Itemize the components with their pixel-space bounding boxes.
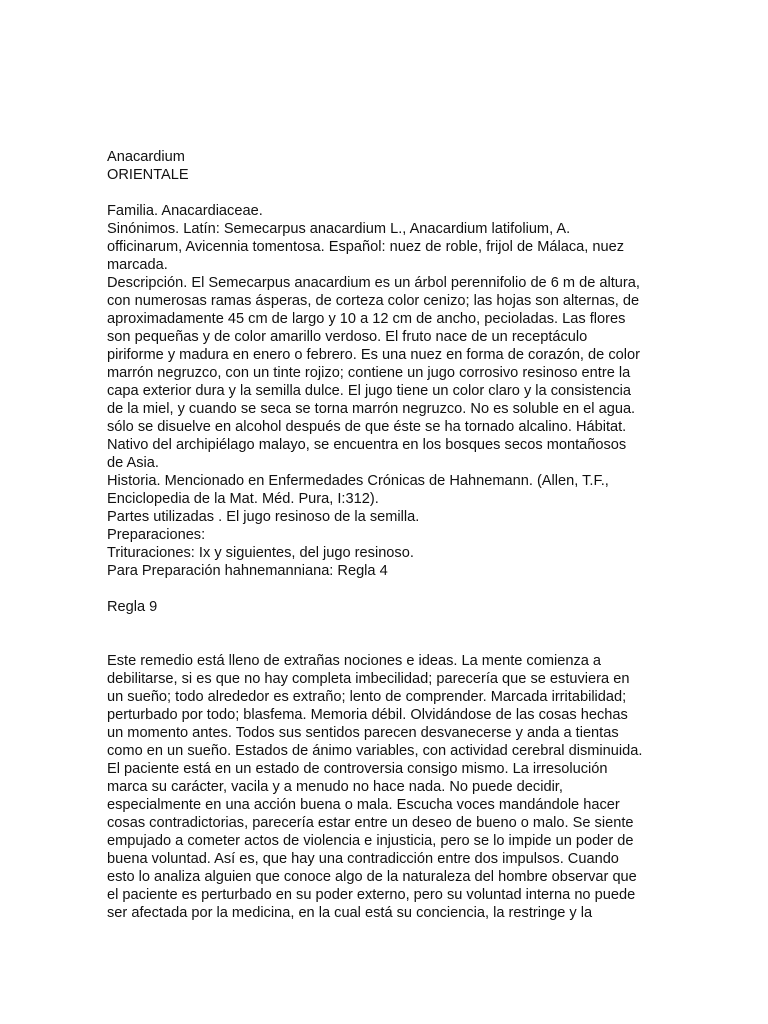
text-line: marcada. <box>107 257 168 273</box>
text-line: un momento antes. Todos sus sentidos parecen desvanecerse y anda a tientas <box>107 725 619 741</box>
text-line: marca su carácter, vacila y a menudo no hace nada. No puede decidir, <box>107 779 563 795</box>
text-line: Para Preparación hahnemanniana: Regla 4 <box>107 563 388 579</box>
document-page <box>107 148 667 922</box>
text-line: Preparaciones: <box>107 527 206 543</box>
text-line: Trituraciones: Ix y siguientes, del jugo resinoso. <box>107 545 414 561</box>
title-line-1: Anacardium <box>107 149 185 165</box>
text-line: con numerosas ramas ásperas, de corteza color cenizo; las hojas son alternas, de <box>107 293 640 309</box>
regla-heading: Regla 9 <box>107 599 158 615</box>
text-line: Descripción. El Semecarpus anacardium es un árbol perennifolio de 6 m de altura, <box>107 275 640 291</box>
text-line: debilitarse, si es que no hay completa imbecilidad; parecería que se estuviera en <box>107 671 630 687</box>
text-line: Este remedio está lleno de extrañas nociones e ideas. La mente comienza a <box>107 653 602 669</box>
text-line: como en un sueño. Estados de ánimo variables, con actividad cerebral disminuida. <box>107 743 643 759</box>
text-line: Enciclopedia de la Mat. Méd. Pura, I:312). <box>107 491 379 507</box>
text-line: piriforme y madura en enero o febrero. Es una nuez en forma de corazón, de color <box>107 347 640 363</box>
text-line: Historia. Mencionado en Enfermedades Crónicas de Hahnemann. (Allen, T.F., <box>107 473 609 489</box>
text-line: ser afectada por la medicina, en la cual está su conciencia, la restringe y la <box>107 905 593 921</box>
text-line: buena voluntad. Así es, que hay una contradicción entre dos impulsos. Cuando <box>107 851 619 867</box>
text-line: perturbado por todo; blasfema. Memoria débil. Olvidándose de las cosas hechas <box>107 707 628 723</box>
text-line: capa exterior dura y la semilla dulce. El jugo tiene un color claro y la consistencia <box>107 383 632 399</box>
text-line: sólo se disuelve en alcohol después de que éste se ha tornado alcalino. Hábitat. <box>107 419 627 435</box>
text-line: especialmente en una acción buena o mala. Escucha voces mandándole hacer <box>107 797 620 813</box>
title-line-2: ORIENTALE <box>107 167 189 183</box>
text-line: de Asia. <box>107 455 159 471</box>
spacer <box>107 616 667 652</box>
monograph-details <box>107 202 667 580</box>
text-line: el paciente es perturbado en su poder externo, pero su voluntad interna no puede <box>107 887 636 903</box>
text-line: aproximadamente 45 cm de largo y 10 a 12 cm de ancho, pecioladas. Las flores <box>107 311 626 327</box>
text-line: de la miel, y cuando se seca se torna marrón negruzco. No es soluble en el agua. <box>107 401 636 417</box>
spacer <box>107 580 667 598</box>
text-line: son pequeñas y de color amarillo verdoso. El fruto nace de un receptáculo <box>107 329 588 345</box>
text-line: esto lo analiza alguien que conoce algo de la naturaleza del hombre observar que <box>107 869 637 885</box>
text-line: Familia. Anacardiaceae. <box>107 203 263 219</box>
text-line: Sinónimos. Latín: Semecarpus anacardium L., Anacardium latifolium, A. <box>107 221 571 237</box>
spacer <box>107 184 667 202</box>
text-line: marrón negruzco, con un tinte rojizo; contiene un jugo corrosivo resinoso entre la <box>107 365 631 381</box>
text-line: Partes utilizadas . El jugo resinoso de la semilla. <box>107 509 420 525</box>
text-line: empujado a cometer actos de violencia e injusticia, pero se lo impide un poder de <box>107 833 634 849</box>
text-line: cosas contradictorias, parecería estar entre un deseo de bueno o malo. Se siente <box>107 815 634 831</box>
text-line: officinarum, Avicennia tomentosa. Español: nuez de roble, frijol de Málaca, nuez <box>107 239 625 255</box>
text-line: un sueño; todo alrededor es extraño; lento de comprender. Marcada irritabilidad; <box>107 689 627 705</box>
text-line: Nativo del archipiélago malayo, se encuentra en los bosques secos montañosos <box>107 437 627 453</box>
text-line: El paciente está en un estado de controversia consigo mismo. La irresolución <box>107 761 608 777</box>
remedy-description <box>107 652 667 922</box>
